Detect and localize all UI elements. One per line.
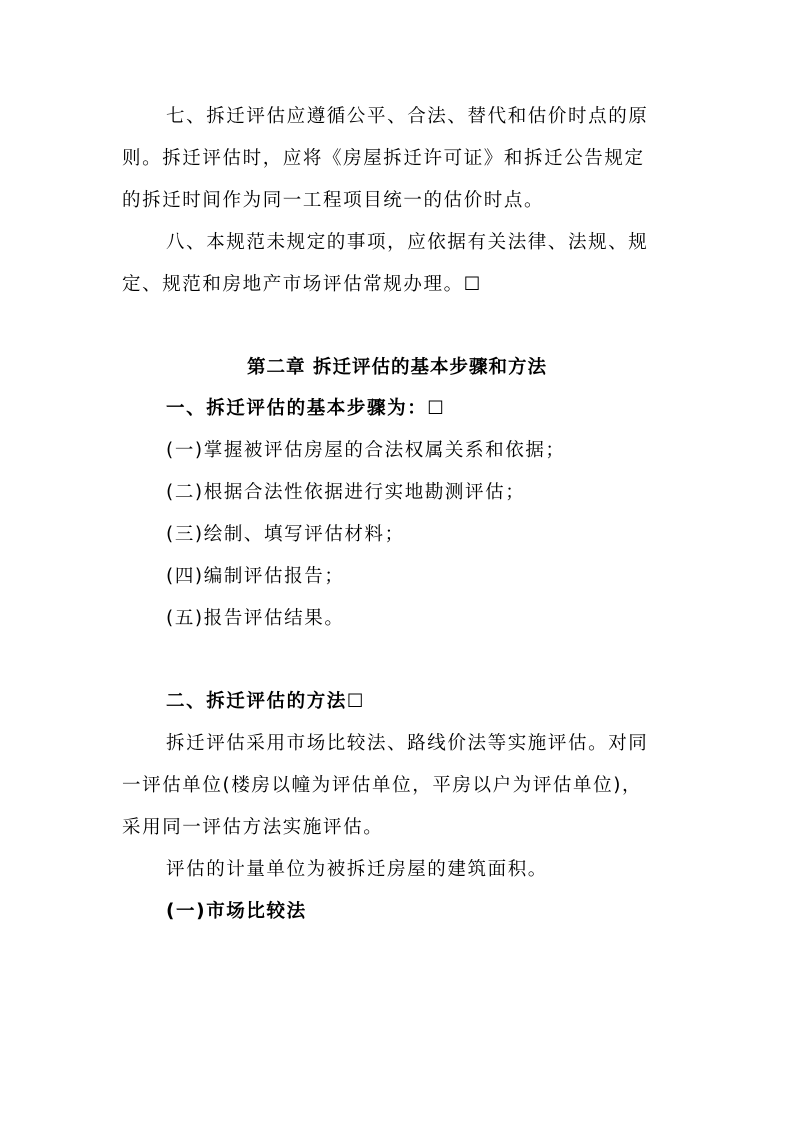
- subheading-market-comparison: (一)市场比较法: [166, 901, 307, 922]
- measurement-unit-paragraph: 评估的计量单位为被拆迁房屋的建筑面积。: [166, 859, 548, 880]
- step-1: (一)掌握被评估房屋的合法权属关系和依据；: [166, 440, 566, 461]
- step-4: (四)编制评估报告；: [166, 566, 345, 587]
- chapter-title: 第二章 拆迁评估的基本步骤和方法: [247, 357, 547, 378]
- part-1-heading: 一、拆迁评估的基本步骤为：☐: [166, 398, 446, 419]
- paragraph-8-line-2: 定、规范和房地产市场评估常规办理。☐: [122, 274, 482, 295]
- part-2-heading: 二、拆迁评估的方法☐: [166, 691, 366, 712]
- method-paragraph-line-2: 一评估单位(楼房以幢为评估单位，平房以户为评估单位)，: [122, 775, 643, 796]
- step-3: (三)绘制、填写评估材料；: [166, 524, 405, 545]
- step-5: (五)报告评估结果。: [166, 608, 345, 629]
- paragraph-8-line-1: 八、本规范未规定的事项，应依据有关法律、法规、规: [166, 232, 649, 253]
- step-2: (二)根据合法性依据进行实地勘测评估；: [166, 482, 526, 503]
- paragraph-7-line-3: 的拆迁时间作为同一工程项目统一的估价时点。: [122, 190, 545, 211]
- method-paragraph-line-3: 采用同一评估方法实施评估。: [122, 817, 384, 838]
- paragraph-7-line-2: 则。拆迁评估时，应将《房屋拆迁许可证》和拆迁公告规定: [122, 148, 645, 169]
- method-paragraph-line-1: 拆迁评估采用市场比较法、路线价法等实施评估。对同: [166, 733, 649, 754]
- paragraph-7-line-1: 七、拆迁评估应遵循公平、合法、替代和估价时点的原: [166, 106, 649, 127]
